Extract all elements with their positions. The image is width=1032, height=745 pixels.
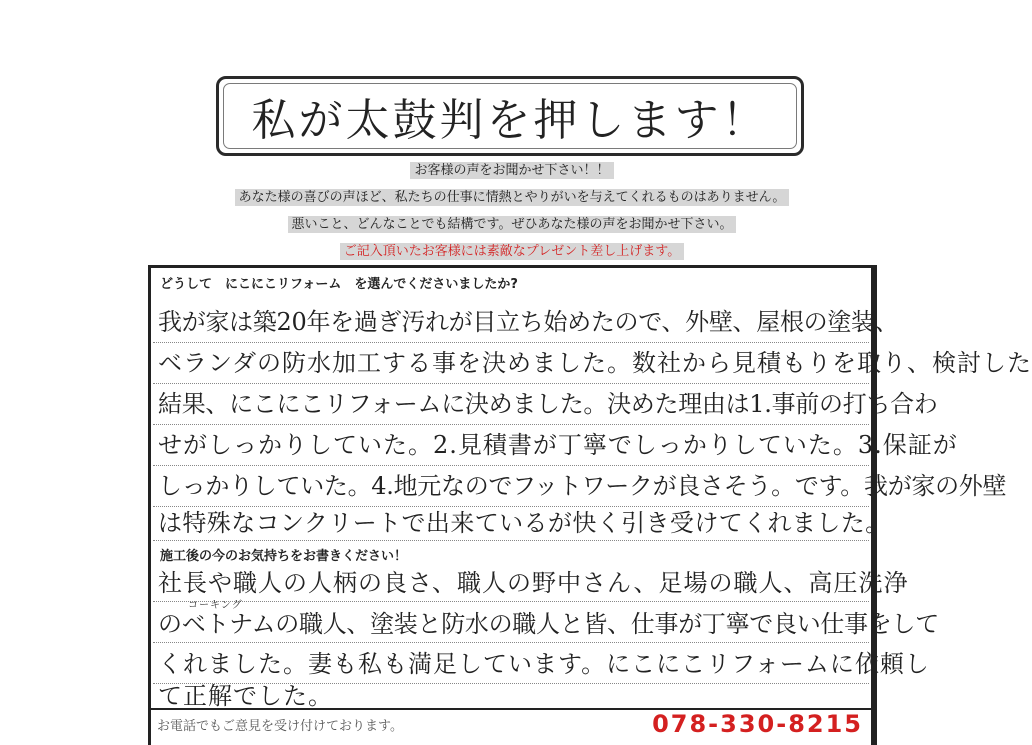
answer-rule [153, 424, 869, 425]
intro-line1: あなた様の喜びの声ほど、私たちの仕事に情熱とやりがいを与えてくれるものはありません。 [235, 189, 790, 206]
answer1-line: 結果、にこにこリフォームに決めました。決めた理由は1.事前の打ち合わ [158, 390, 938, 418]
intro-line1-row [0, 189, 1024, 207]
answer-rule [153, 642, 869, 643]
footer-bar [151, 708, 871, 738]
answer-rule [153, 465, 869, 466]
answer1-line: ベランダの防水加工する事を決めました。数社から見積もりを取り、検討した [158, 349, 1032, 377]
intro-heading: お客様の声をお聞かせ下さい！！ [410, 162, 613, 179]
question2-label: 施工後の今のお気持ちをお書きください！ [160, 549, 408, 564]
answer2-line: のベトナムの職人、塗装と防水の職人と皆、仕事が丁寧で良い仕事をして [158, 610, 939, 638]
ruby-annotation: コーキング [188, 600, 243, 611]
answer-rule [153, 383, 869, 384]
answer-rule [153, 506, 869, 507]
answer2-line: 社長や職人の人柄の良さ、職人の野中さん、足場の職人、高圧洗浄 [158, 569, 909, 597]
intro-line2-row [0, 216, 1024, 234]
footer-note: お電話でもご意見を受け付けております。 [157, 719, 403, 734]
answer-rule [153, 342, 869, 343]
answer1-line: 我が家は築20年を過ぎ汚れが目立ち始めたので、外壁、屋根の塗装、 [158, 308, 899, 336]
answer-rule [153, 601, 869, 602]
title-box [216, 76, 804, 156]
answer2-line: くれました。妻も私も満足しています。にこにこリフォームに依頼し [158, 650, 930, 678]
present-note-row [0, 243, 1024, 261]
answer-rule [153, 540, 869, 541]
page-title: 私が太鼓判を押します！ [251, 95, 769, 146]
answer1-line: は特殊なコンクリートで出来ているが快く引き受けてくれました。 [158, 509, 890, 537]
question1-label: どうして にこにこリフォーム を選んでくださいましたか? [160, 277, 518, 292]
answer1-line: しっかりしていた。4.地元なのでフットワークが良さそう。です。我が家の外壁 [158, 472, 1007, 500]
intro-heading-row [0, 162, 1024, 180]
present-note: ご記入頂いたお客様には素敵なプレゼント差し上げます。 [340, 243, 684, 260]
answer1-line: せがしっかりしていた。2.見積書が丁寧でしっかりしていた。3.保証が [158, 431, 958, 459]
answer2-line: て正解でした。 [158, 682, 333, 710]
intro-line2: 悪いこと、どんなことでも結構です。ぜひあなた様の声をお聞かせ下さい。 [288, 216, 737, 233]
footer-phone-number[interactable]: 078-330-8215 [652, 710, 863, 738]
